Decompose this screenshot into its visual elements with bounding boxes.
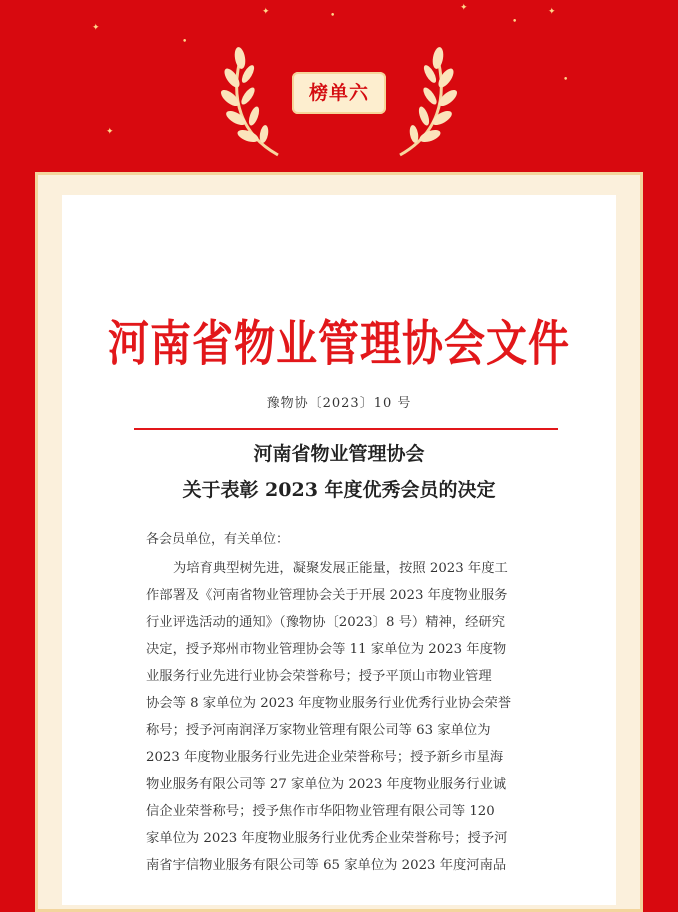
salutation: 各会员单位，有关单位： [146, 532, 290, 547]
red-divider [134, 428, 558, 430]
body-line: 信企业荣誉称号；授予焦作市华阳物业管理有限公司等 120 [146, 804, 495, 819]
body-text [146, 555, 534, 879]
body-line: 作部署及《河南省物业管理协会关于开展 2023 年度物业服务 [146, 588, 508, 603]
body-line: 业服务行业先进行业协会荣誉称号；授予平顶山市物业管理 [146, 669, 492, 684]
body-line: 家单位为 2023 年度物业服务行业优秀企业荣誉称号；授予河 [146, 831, 508, 846]
body-line: 南省宇信物业服务有限公司等 65 家单位为 2023 年度河南品 [146, 858, 507, 873]
body-line: 决定，授予郑州市物业管理协会等 11 家单位为 2023 年度物 [146, 642, 507, 657]
body-line: 称号；授予河南润泽万家物业管理有限公司等 63 家单位为 [146, 723, 491, 738]
body-line: 行业评选活动的通知》（豫物协〔2023〕8 号）精神，经研究 [146, 615, 506, 630]
document-page [62, 195, 616, 905]
laurel-left-icon [220, 30, 290, 160]
decision-heading-line1: 河南省物业管理协会 [253, 443, 425, 465]
ranking-badge: 榜单六 [292, 72, 386, 114]
body-line: 为培育典型树先进，凝聚发展正能量，按照 2023 年度工 [173, 561, 508, 576]
body-line: 物业服务有限公司等 27 家单位为 2023 年度物业服务行业诚 [146, 777, 507, 792]
document-title: 河南省物业管理协会文件 [108, 315, 570, 372]
body-line: 2023 年度物业服务行业先进企业荣誉称号；授予新乡市星海 [146, 750, 504, 765]
body-line: 协会等 8 家单位为 2023 年度物业服务行业优秀行业协会荣誉 [146, 696, 512, 711]
document-number: 豫物协〔2023〕10 号 [266, 396, 412, 411]
laurel-right-icon [388, 30, 458, 160]
decision-heading-line2: 关于表彰 2023 年度优秀会员的决定 [182, 479, 496, 501]
